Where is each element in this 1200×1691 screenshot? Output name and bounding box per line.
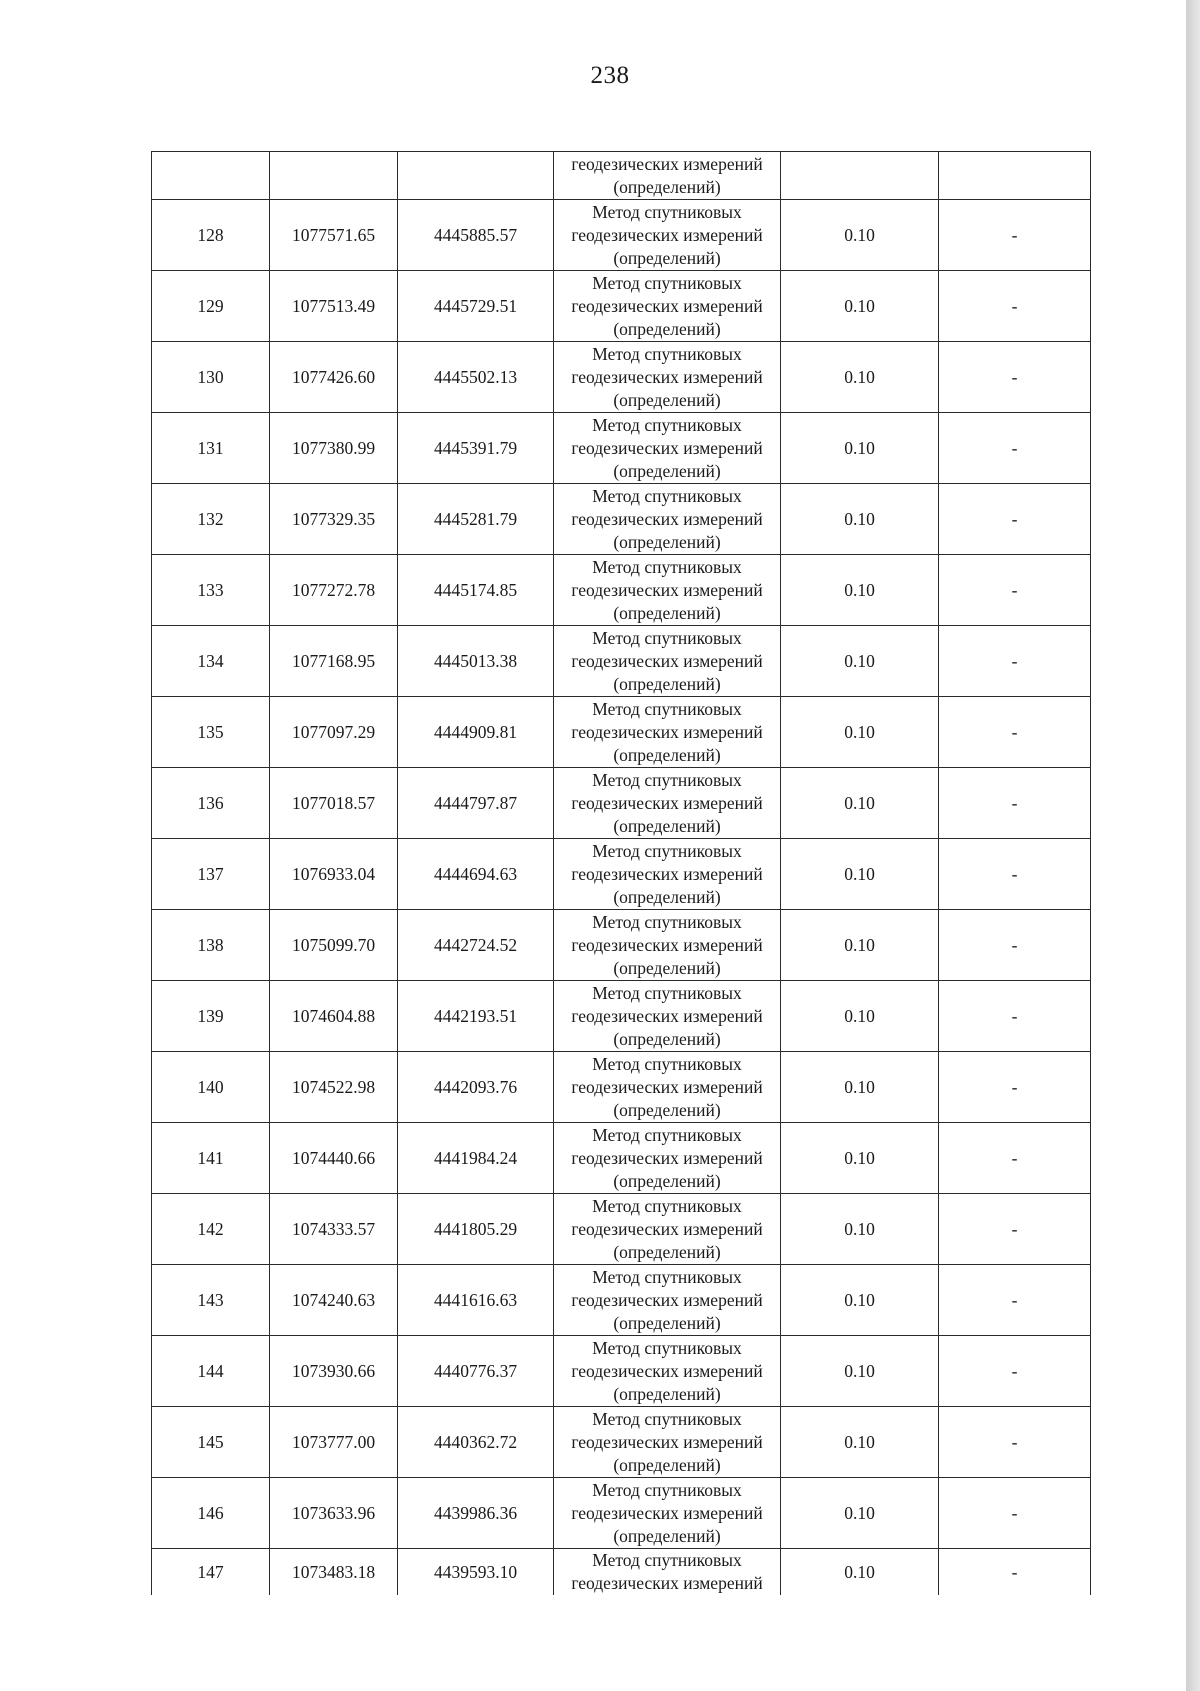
method-line: (определений) [613,1454,721,1475]
coordinates-table-body [152,152,1091,1596]
coordinates-table [151,151,1091,1595]
method-line: Метод спутниковых [592,1550,742,1570]
cell-y: 4445174.85 [398,555,554,626]
table-row [152,200,1091,271]
method-line: (определений) [613,1028,721,1049]
cell-method [554,839,781,910]
cell-x [270,152,398,200]
method-line: (определений) [613,1099,721,1120]
cell-method [554,200,781,271]
cell-point-number: 147 [152,1549,270,1596]
method-line: (определений) [613,1241,721,1262]
cell-accuracy: 0.10 [781,484,939,555]
method-line: геодезических измерений [571,1289,763,1310]
cell-note [939,152,1091,200]
cell-y: 4440362.72 [398,1407,554,1478]
cell-note: - [939,697,1091,768]
cell-x: 1073633.96 [270,1478,398,1549]
cell-method [554,1336,781,1407]
method-line: (определений) [613,1312,721,1333]
cell-note: - [939,981,1091,1052]
cell-y: 4442093.76 [398,1052,554,1123]
cell-method [554,271,781,342]
method-line: геодезических измерений [571,1218,763,1239]
cell-point-number: 146 [152,1478,270,1549]
table-row [152,910,1091,981]
cell-note: - [939,200,1091,271]
method-line: (определений) [613,176,721,197]
method-line: Метод спутниковых [592,1408,742,1429]
cell-x: 1074522.98 [270,1052,398,1123]
method-line: геодезических измерений [571,1502,763,1523]
cell-note: - [939,1052,1091,1123]
cell-accuracy: 0.10 [781,981,939,1052]
cell-accuracy: 0.10 [781,768,939,839]
cell-y: 4445502.13 [398,342,554,413]
method-line: (определений) [613,460,721,481]
cell-point-number: 130 [152,342,270,413]
cell-point-number [152,152,270,200]
method-line: геодезических измерений [571,721,763,742]
cell-x: 1077329.35 [270,484,398,555]
cell-point-number: 140 [152,1052,270,1123]
method-line: Метод спутниковых [592,414,742,435]
table-row [152,555,1091,626]
cell-method [554,981,781,1052]
cell-point-number: 139 [152,981,270,1052]
method-line: геодезических измерений [571,1360,763,1381]
cell-note: - [939,271,1091,342]
cell-method [554,1123,781,1194]
cell-accuracy: 0.10 [781,342,939,413]
cell-accuracy: 0.10 [781,555,939,626]
method-line: геодезических измерений [571,295,763,316]
cell-x: 1074240.63 [270,1265,398,1336]
cell-method [554,626,781,697]
table-row [152,697,1091,768]
cell-x: 1073930.66 [270,1336,398,1407]
method-line: (определений) [613,602,721,623]
method-line: Метод спутниковых [592,556,742,577]
cell-accuracy: 0.10 [781,200,939,271]
cell-method [554,152,781,200]
method-line: геодезических измерений [571,579,763,600]
cell-y: 4444694.63 [398,839,554,910]
cell-note: - [939,1478,1091,1549]
cell-note: - [939,1336,1091,1407]
cell-note: - [939,1123,1091,1194]
method-line: Метод спутниковых [592,1337,742,1358]
table-row [152,768,1091,839]
page-edge-shadow [1186,0,1200,1691]
cell-point-number: 137 [152,839,270,910]
cell-x: 1077426.60 [270,342,398,413]
cell-point-number: 144 [152,1336,270,1407]
method-line: (определений) [613,886,721,907]
cell-method [554,1052,781,1123]
cell-y: 4440776.37 [398,1336,554,1407]
method-line: геодезических измерений [571,437,763,458]
cell-x: 1077571.65 [270,200,398,271]
table-row [152,1478,1091,1549]
cell-note: - [939,1265,1091,1336]
method-line: геодезических измерений [571,792,763,813]
cell-method [554,1549,781,1596]
cell-note: - [939,555,1091,626]
table-row-partial [152,1549,1091,1596]
cell-point-number: 136 [152,768,270,839]
cell-method [554,768,781,839]
method-line: Метод спутниковых [592,1053,742,1074]
method-line: геодезических измерений [571,1431,763,1452]
table-row [152,342,1091,413]
cell-method [554,1265,781,1336]
table-row [152,839,1091,910]
cell-x: 1075099.70 [270,910,398,981]
method-line: (определений) [613,1170,721,1191]
table-row [152,1123,1091,1194]
method-line: (определений) [613,1525,721,1546]
method-line: геодезических измерений [571,934,763,955]
cell-y: 4445391.79 [398,413,554,484]
cell-accuracy: 0.10 [781,1265,939,1336]
cell-y: 4439593.10 [398,1549,554,1596]
cell-x: 1077097.29 [270,697,398,768]
cell-note: - [939,1407,1091,1478]
cell-method [554,1407,781,1478]
method-line: Метод спутниковых [592,840,742,861]
method-line: геодезических измерений [571,508,763,529]
cell-y: 4445729.51 [398,271,554,342]
method-line: (определений) [613,389,721,410]
cell-accuracy: 0.10 [781,839,939,910]
table-row [152,1336,1091,1407]
cell-point-number: 138 [152,910,270,981]
method-line: Метод спутниковых [592,201,742,222]
cell-point-number: 128 [152,200,270,271]
method-line: (определений) [613,673,721,694]
method-line: Метод спутниковых [592,627,742,648]
method-line: Метод спутниковых [592,1266,742,1287]
cell-note: - [939,910,1091,981]
cell-y [398,152,554,200]
cell-y: 4444909.81 [398,697,554,768]
method-line: геодезических измерений [571,1573,763,1593]
cell-x: 1077018.57 [270,768,398,839]
cell-accuracy: 0.10 [781,1336,939,1407]
method-line: геодезических измерений [571,224,763,245]
table-row [152,1052,1091,1123]
cell-note: - [939,413,1091,484]
cell-x: 1074440.66 [270,1123,398,1194]
cell-point-number: 131 [152,413,270,484]
cell-x: 1077513.49 [270,271,398,342]
cell-y: 4439986.36 [398,1478,554,1549]
cell-accuracy: 0.10 [781,1123,939,1194]
cell-point-number: 142 [152,1194,270,1265]
method-line: геодезических измерений [571,1005,763,1026]
cell-y: 4445885.57 [398,200,554,271]
cell-y: 4441984.24 [398,1123,554,1194]
cell-method [554,697,781,768]
cell-point-number: 133 [152,555,270,626]
cell-method [554,484,781,555]
cell-note: - [939,484,1091,555]
cell-y: 4445281.79 [398,484,554,555]
method-line: геодезических измерений [571,1076,763,1097]
cell-x: 1074604.88 [270,981,398,1052]
cell-point-number: 132 [152,484,270,555]
cell-point-number: 145 [152,1407,270,1478]
method-line: Метод спутниковых [592,769,742,790]
method-line: Метод спутниковых [592,911,742,932]
method-line: (определений) [613,531,721,552]
cell-note: - [939,1194,1091,1265]
table-row [152,626,1091,697]
cell-y: 4442724.52 [398,910,554,981]
cell-point-number: 141 [152,1123,270,1194]
table-row [152,981,1091,1052]
method-line: Метод спутниковых [592,1479,742,1500]
method-line: геодезических измерений [571,153,763,174]
method-line: Метод спутниковых [592,272,742,293]
cell-point-number: 129 [152,271,270,342]
cell-accuracy: 0.10 [781,1194,939,1265]
cell-note: - [939,1549,1091,1596]
method-line: (определений) [613,957,721,978]
cell-method [554,1194,781,1265]
cell-point-number: 134 [152,626,270,697]
table-row [152,484,1091,555]
method-line: геодезических измерений [571,650,763,671]
method-line: (определений) [613,1383,721,1404]
continuation-row [152,152,1091,200]
cell-note: - [939,626,1091,697]
cell-accuracy: 0.10 [781,413,939,484]
cell-x: 1076933.04 [270,839,398,910]
cell-x: 1073777.00 [270,1407,398,1478]
method-line: геодезических измерений [571,863,763,884]
cell-x: 1077272.78 [270,555,398,626]
method-line: геодезических измерений [571,366,763,387]
page-number: 238 [590,62,630,89]
cell-method [554,910,781,981]
table-row [152,1265,1091,1336]
method-line: Метод спутниковых [592,982,742,1003]
cell-accuracy: 0.10 [781,1052,939,1123]
cell-method [554,1478,781,1549]
method-line: Метод спутниковых [592,1195,742,1216]
table-row [152,1194,1091,1265]
cell-note: - [939,839,1091,910]
cell-note: - [939,342,1091,413]
cell-accuracy: 0.10 [781,697,939,768]
method-line: геодезических измерений [571,1147,763,1168]
cell-accuracy: 0.10 [781,1407,939,1478]
cell-x: 1077380.99 [270,413,398,484]
cell-accuracy: 0.10 [781,271,939,342]
method-line: Метод спутниковых [592,1124,742,1145]
method-line: Метод спутниковых [592,698,742,719]
cell-accuracy [781,152,939,200]
cell-point-number: 135 [152,697,270,768]
table-row [152,271,1091,342]
cell-accuracy: 0.10 [781,1478,939,1549]
cell-y: 4442193.51 [398,981,554,1052]
method-line: Метод спутниковых [592,485,742,506]
cell-accuracy: 0.10 [781,626,939,697]
cell-x: 1073483.18 [270,1549,398,1596]
table-row [152,1407,1091,1478]
cell-y: 4441616.63 [398,1265,554,1336]
cell-accuracy: 0.10 [781,910,939,981]
cell-method [554,342,781,413]
table-row [152,413,1091,484]
cell-note: - [939,768,1091,839]
cell-x: 1074333.57 [270,1194,398,1265]
method-line: (определений) [613,815,721,836]
cell-y: 4445013.38 [398,626,554,697]
cell-accuracy: 0.10 [781,1549,939,1596]
method-line: (определений) [613,247,721,268]
cell-method [554,413,781,484]
method-line: (определений) [613,318,721,339]
cell-point-number: 143 [152,1265,270,1336]
method-line: Метод спутниковых [592,343,742,364]
cell-method [554,555,781,626]
method-line: (определений) [613,744,721,765]
cell-x: 1077168.95 [270,626,398,697]
cell-y: 4441805.29 [398,1194,554,1265]
cell-y: 4444797.87 [398,768,554,839]
